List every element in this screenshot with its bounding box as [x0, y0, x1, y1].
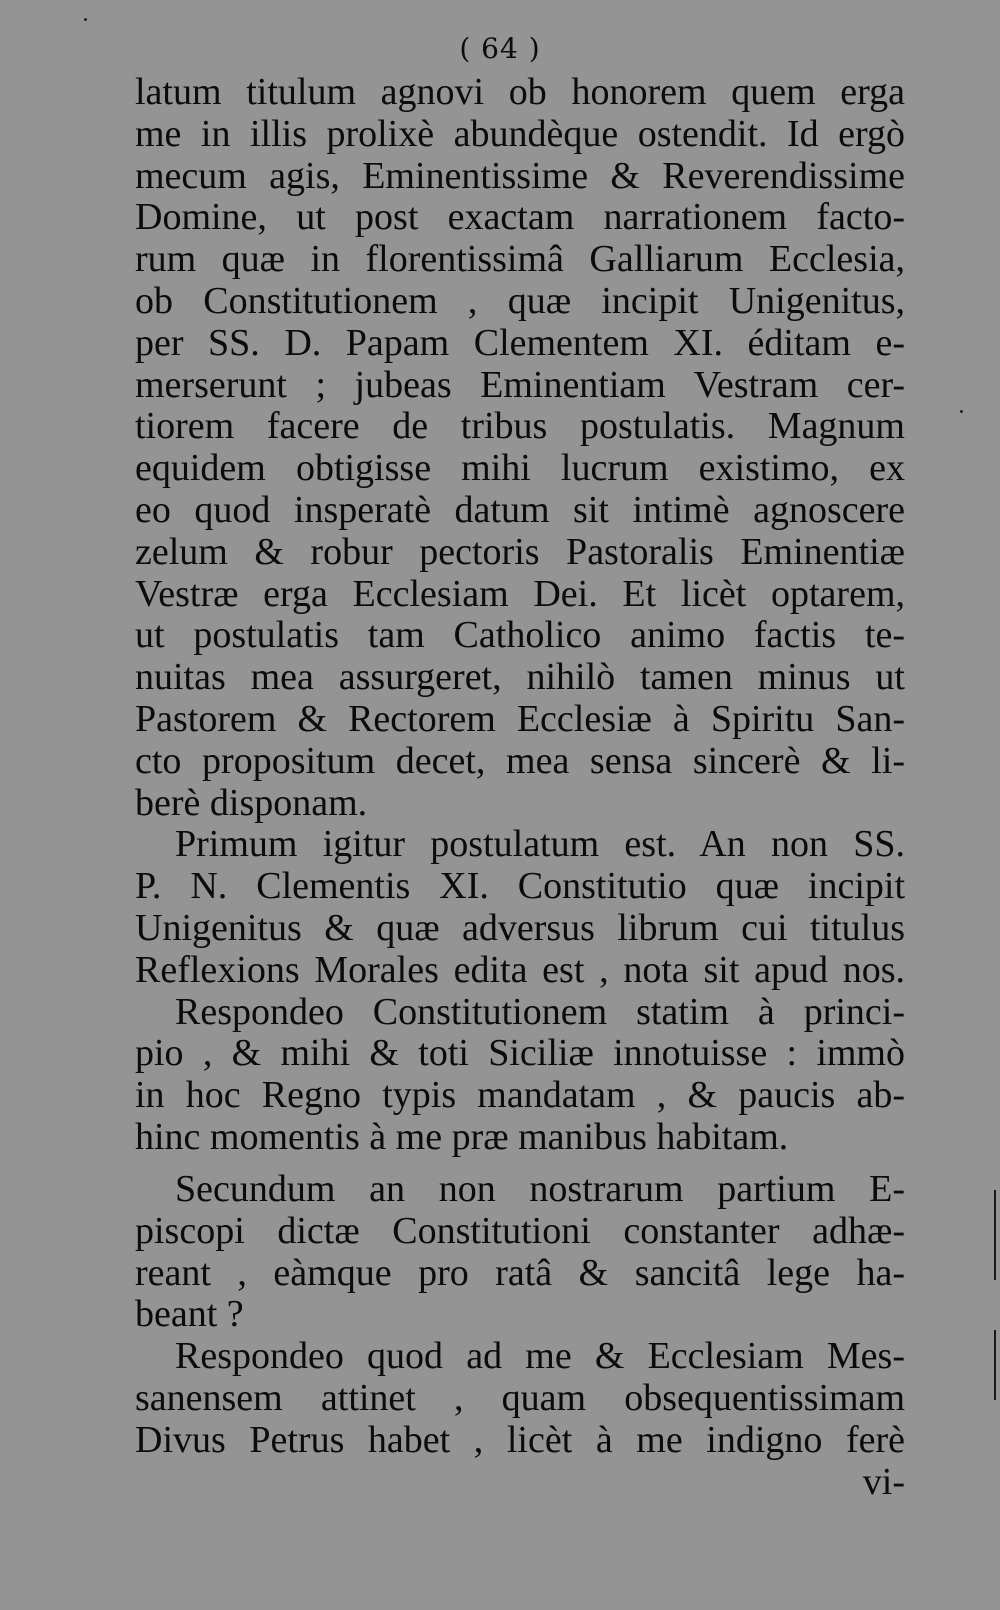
- text-line: Divus Petrus habet , licèt à me indigno ferè: [135, 1418, 905, 1461]
- scan-margin-rule: [994, 1330, 996, 1400]
- text-line: Secundum an non nostrarum partium E-: [175, 1168, 905, 1210]
- text-line: cto propositum decet, mea sensa sincerè & li-: [135, 739, 905, 782]
- text-line: Primum igitur postulatum est. An non SS.: [175, 823, 905, 866]
- text-line: hinc momentis à me præ manibus habitam.: [135, 1115, 789, 1158]
- text-line: merserunt ; jubeas Eminentiam Vestram cer-: [135, 363, 905, 406]
- text-line: berè disponam.: [135, 781, 368, 824]
- text-line: Unigenitus & quæ adversus librum cui titulus: [135, 906, 905, 949]
- text-line: reant , eàmque pro ratâ & sancitâ lege ha-: [135, 1251, 905, 1294]
- text-line: mecum agis, Eminentissime & Reverendissime: [135, 154, 905, 197]
- scan-speck: [84, 18, 87, 21]
- text-line: Reflexions Morales edita est , nota sit apud nos.: [135, 948, 905, 991]
- text-line: nuitas mea assurgeret, nihilò tamen minus ut: [135, 656, 905, 699]
- text-line: Domine, ut post exactam narrationem facto-: [135, 196, 905, 239]
- text-line: beant ?: [135, 1293, 244, 1336]
- text-line: rum quæ in florentissimâ Galliarum Ecclesia,: [135, 238, 905, 281]
- text-line: Pastorem & Rectorem Ecclesiæ à Spiritu San-: [135, 697, 905, 740]
- text-line: ob Constitutionem , quæ incipit Unigenitus,: [135, 279, 905, 322]
- text-line: zelum & robur pectoris Pastoralis Eminentiæ: [135, 530, 905, 573]
- catchword: vi-: [862, 1460, 905, 1503]
- scan-margin-rule: [994, 1190, 996, 1280]
- body-text-top: [135, 72, 905, 1159]
- text-line: Respondeo Constitutionem statim à princi-: [175, 990, 905, 1033]
- text-line: Vestræ erga Ecclesiam Dei. Et licèt optarem,: [135, 572, 905, 615]
- text-line: sanensem attinet , quam obsequentissimam: [135, 1376, 905, 1419]
- body-text-bottom: [135, 1169, 905, 1503]
- text-line: eo quod insperatè datum sit intimè agnoscere: [135, 488, 905, 531]
- scan-speck: [960, 410, 963, 413]
- text-line: piscopi dictæ Constitutioni constanter adhæ-: [135, 1209, 905, 1252]
- text-line: pio , & mihi & toti Siciliæ innotuisse : immò: [135, 1032, 905, 1075]
- text-line: ut postulatis tam Catholico animo factis te-: [135, 614, 905, 657]
- text-line: latum titulum agnovi ob honorem quem erga: [135, 71, 905, 113]
- text-line: in hoc Regno typis mandatam , & paucis ab-: [135, 1074, 905, 1117]
- text-line: equidem obtigisse mihi lucrum existimo, ex: [135, 447, 905, 490]
- text-line: P. N. Clementis XI. Constitutio quæ incipit: [135, 865, 905, 908]
- text-line: me in illis prolixè abundèque ostendit. Id ergò: [135, 112, 905, 155]
- text-line: per SS. D. Papam Clementem XI. éditam e-: [135, 321, 905, 364]
- page-number: ( 64 ): [459, 32, 541, 65]
- text-line: Respondeo quod ad me & Ecclesiam Mes-: [175, 1335, 905, 1378]
- text-line: tiorem facere de tribus postulatis. Magnum: [135, 405, 905, 448]
